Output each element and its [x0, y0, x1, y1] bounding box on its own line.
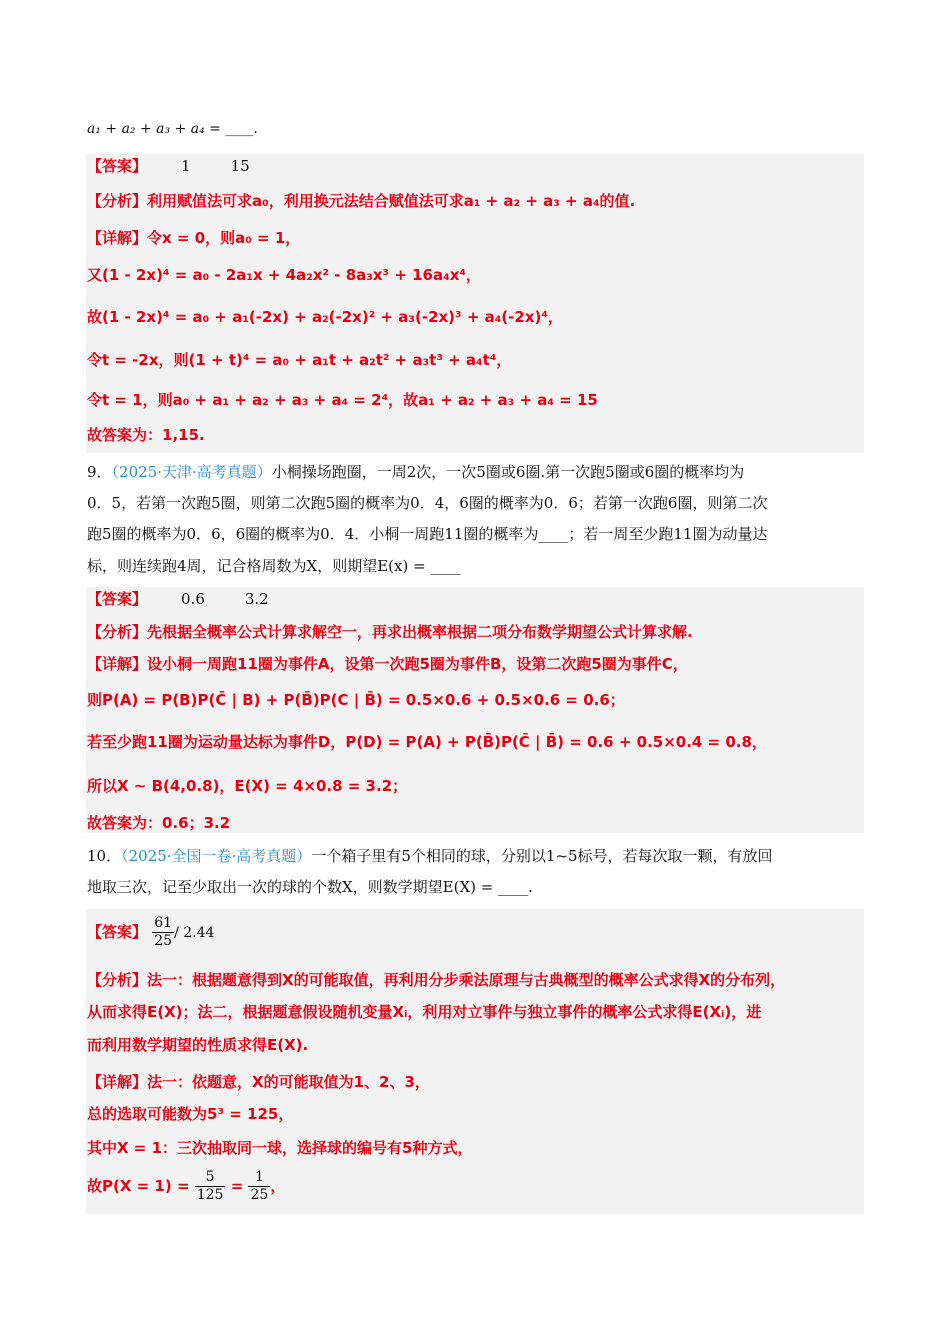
q8-answer — [87, 156, 890, 176]
q8-detail-label: 【详解】 — [87, 229, 148, 247]
prev-question-tail — [87, 118, 890, 139]
q9-stem-line-3 — [87, 524, 890, 544]
q10-stem-text-1: 一个箱子里有5个相同的球，分别以1~5标号，若每次取一颗，有放回 — [311, 847, 773, 865]
q8-analysis-label: 【分析】 — [87, 192, 148, 210]
q10-analysis-text-3: 而利用数学期望的性质求得E(X). — [87, 1036, 309, 1054]
q8-detail-line-5 — [87, 390, 890, 410]
q8-detail-line-3 — [87, 307, 890, 327]
q8-final-answer-text: 故答案为：1,15. — [87, 426, 205, 444]
q10-answer-label: 【答案】 — [87, 923, 148, 941]
q10-analysis-text-1: 法一：根据题意得到X的可能取值，再利用分步乘法原理与古典概型的概率公式求得X的分布列， — [147, 971, 786, 989]
q10-source: （2025·全国一卷·高考真题） — [121, 847, 312, 865]
q9-final-answer-text: 故答案为：0.6；3.2 — [87, 814, 231, 832]
q9-detail-text-1: 设小桐一周跑11圈为事件A，设第一次跑5圈为事件B，设第二次跑5圈为事件C， — [147, 655, 688, 673]
q9-detail-line-4 — [87, 776, 890, 796]
q9-detail-line-1 — [87, 654, 890, 674]
q10-last-frac1-num: 5 — [195, 1169, 226, 1187]
q10-stem-line-2 — [87, 877, 890, 897]
q9-analysis-text: 先根据全概率公式计算求解空一，再求出概率根据二项分布数学期望公式计算求解. — [147, 623, 693, 641]
q10-detail-text-1: 法一：依题意，X的可能取值为1、2、3， — [147, 1073, 430, 1091]
q9-answer-value-2: 3.2 — [244, 590, 269, 608]
q10-last-frac2-num: 1 — [248, 1169, 270, 1187]
q10-detail-line-2 — [87, 1104, 890, 1124]
q10-analysis-line-1 — [87, 970, 890, 990]
q8-detail-text-4: 令t = -2x，则(1 + t)⁴ = a₀ + a₁t + a₂t² + a₃t³ + a₄t⁴， — [87, 351, 512, 369]
q10-last-prefix: 故P(X = 1) = — [87, 1177, 195, 1195]
q9-analysis-label: 【分析】 — [87, 623, 148, 641]
q10-last-frac1-den: 125 — [196, 1187, 224, 1203]
q9-detail-text-3: 若至少跑11圈为运动量达标为事件D，P(D) = P(A) + P(B̄)P(C̄ | B̄) = 0.6 + 0.5×0.4 = 0.8， — [87, 733, 767, 751]
q8-detail-text-3: 故(1 - 2x)⁴ = a₀ + a₁(-2x) + a₂(-2x)² + a₃(-2x)³ + a₄(-2x)⁴， — [87, 308, 563, 326]
q9-stem-text-4: 标，则连续跑4周，记合格周数为X，则期望E(x) = ____ — [87, 557, 461, 575]
prev-question-tail-text: a₁ + a₂ + a₃ + a₄ = ____. — [87, 121, 258, 137]
q9-stem-text-3: 跑5圈的概率为0．6，6圈的概率为0．4．小桐一周跑11圈的概率为____；若一周至少跑11圈为动量达 — [87, 525, 768, 543]
q10-number: 10． — [87, 847, 122, 865]
q10-analysis-text-2: 从而求得E(X)；法二，根据题意假设随机变量Xᵢ，利用对立事件与独立事件的概率公式求得E(Xᵢ)，进 — [87, 1003, 762, 1021]
q8-answer-label: 【答案】 — [87, 157, 148, 175]
q10-last-fraction-2 — [248, 1169, 270, 1204]
q10-answer — [87, 913, 890, 952]
q8-detail-text-2: 又(1 - 2x)⁴ = a₀ - 2a₁x + 4a₂x² - 8a₃x³ + 16a₄x⁴， — [87, 266, 481, 284]
q10-detail-label: 【详解】 — [87, 1073, 148, 1091]
q9-stem-line-4 — [87, 556, 890, 576]
q8-analysis — [87, 191, 890, 211]
q10-detail-line-3 — [87, 1138, 890, 1158]
q8-answer-value-1: 1 — [181, 157, 191, 175]
q10-answer-alt: / 2.44 — [174, 925, 215, 941]
q8-detail-line-1 — [87, 228, 890, 248]
q8-final-answer — [87, 425, 890, 445]
q9-answer-label: 【答案】 — [87, 590, 148, 608]
q10-last-frac2-den: 25 — [250, 1187, 269, 1203]
q10-detail-text-2: 总的选取可能数为5³ = 125， — [87, 1105, 294, 1123]
q10-analysis-line-3 — [87, 1035, 890, 1055]
q10-analysis-line-2 — [87, 1002, 890, 1022]
q9-analysis — [87, 622, 890, 642]
q9-stem-text-1: 小桐操场跑圈，一周2次，一次5圈或6圈.第一次跑5圈或6圈的概率均为 — [271, 463, 745, 481]
q8-detail-text-1: 令x = 0，则a₀ = 1， — [147, 229, 301, 247]
q8-detail-line-4 — [87, 350, 890, 370]
q9-detail-label: 【详解】 — [87, 655, 148, 673]
q9-stem-line-2 — [87, 493, 890, 513]
q10-stem-line-1 — [87, 846, 890, 866]
q8-detail-text-5: 令t = 1，则a₀ + a₁ + a₂ + a₃ + a₄ = 2⁴，故a₁ + a₂ + a₃ + a₄ = 15 — [87, 391, 598, 409]
q9-final-answer — [87, 813, 890, 833]
q10-answer-denominator: 25 — [154, 933, 173, 949]
q8-detail-line-2 — [87, 265, 890, 285]
q9-number: 9． — [87, 463, 112, 481]
q10-analysis-label: 【分析】 — [87, 971, 148, 989]
q10-last-eq: = — [225, 1177, 249, 1195]
q9-stem-line-1 — [87, 462, 890, 482]
q9-detail-line-2 — [87, 690, 890, 710]
q9-detail-text-4: 所以X ~ B(4,0.8)，E(X) = 4×0.8 = 3.2； — [87, 777, 408, 795]
q9-source: （2025·天津·高考真题） — [111, 463, 272, 481]
q10-detail-line-1 — [87, 1072, 890, 1092]
q10-answer-fraction — [152, 915, 174, 950]
q10-detail-line-4 — [87, 1166, 890, 1206]
q10-answer-numerator: 61 — [154, 915, 173, 931]
q9-stem-text-2: 0．5，若第一次跑5圈，则第二次跑5圈的概率为0．4，6圈的概率为0．6；若第一次跑6圈，则第二次 — [87, 494, 768, 512]
q9-detail-line-3 — [87, 732, 890, 752]
q10-stem-text-2: 地取三次，记至少取出一次的球的个数X，则数学期望E(X) = ____. — [87, 878, 533, 896]
q10-last-fraction-1 — [195, 1169, 226, 1204]
q8-analysis-text: 利用赋值法可求a₀，利用换元法结合赋值法可求a₁ + a₂ + a₃ + a₄的值. — [147, 192, 636, 210]
q8-answer-value-2: 15 — [230, 157, 250, 175]
q9-answer — [87, 589, 890, 609]
q9-answer-value-1: 0.6 — [181, 590, 205, 608]
q10-detail-text-3: 其中X = 1：三次抽取同一球，选择球的编号有5种方式， — [87, 1139, 473, 1157]
q9-detail-text-2: 则P(A) = P(B)P(C̄ | B) + P(B̄)P(C | B̄) = 0.5×0.6 + 0.5×0.6 = 0.6； — [87, 691, 625, 709]
q10-last-suffix: ， — [270, 1177, 286, 1195]
